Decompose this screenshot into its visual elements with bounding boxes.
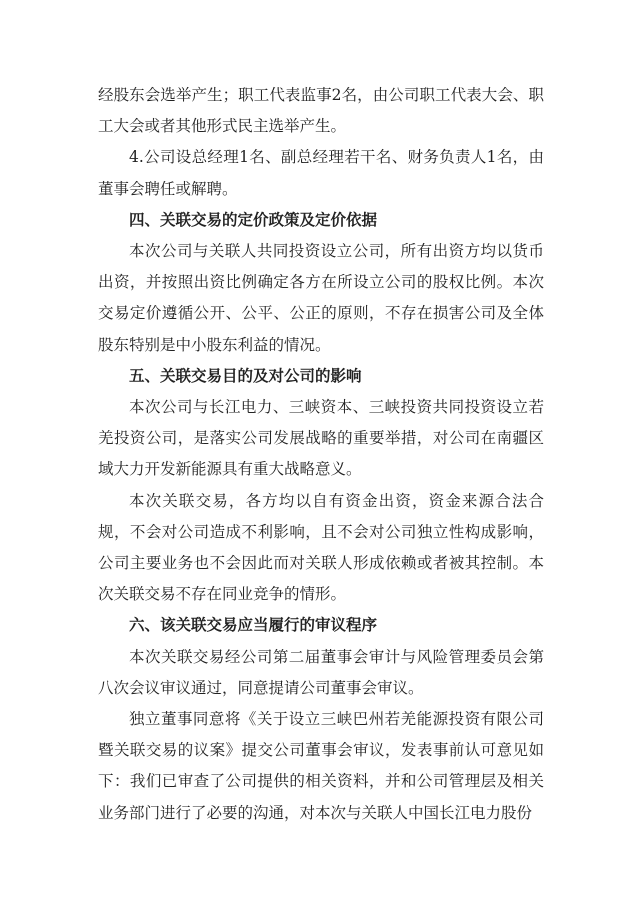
section-heading-pricing: 四、关联交易的定价政策及定价依据 [129, 210, 378, 229]
paragraph-supervisors: 经股东会选举产生；职工代表监事2名，由公司职工代表大会、职工大会或者其他形式民主选举产生。 [98, 86, 544, 136]
paragraph-management: 4.公司设总经理1名、副总经理若干名、财务负责人1名，由董事会聘任或解聘。 [98, 148, 544, 198]
section-heading-purpose: 五、关联交易目的及对公司的影响 [129, 366, 362, 385]
document-body [98, 80, 544, 829]
paragraph-pricing: 本次公司与关联人共同投资设立公司，所有出资方均以货币出资，并按照出资比例确定各方在所设立公司的股权比例。本次交易定价遵循公开、公平、公正的原则，不存在损害公司及全体股东特别是中小股东利益的情况。 [98, 242, 544, 354]
section-heading-review: 六、该关联交易应当履行的审议程序 [129, 616, 378, 635]
paragraph-purpose: 本次公司与长江电力、三峡资本、三峡投资共同投资设立若羌投资公司，是落实公司发展战略的重要举措，对公司在南疆区域大力开发新能源具有重大战略意义。 [98, 398, 544, 479]
paragraph-committee-review: 本次关联交易经公司第二届董事会审计与风险管理委员会第八次会议审议通过，同意提请公司董事会审议。 [98, 647, 544, 697]
paragraph-independent-directors: 独立董事同意将《关于设立三峡巴州若羌能源投资有限公司暨关联交易的议案》提交公司董事会审议，发表事前认可意见如下：我们已审查了公司提供的相关资料，并和公司管理层及相关业务部门进行了必要的沟通，对本次与关联人中国长江电力股份 [98, 710, 544, 822]
paragraph-impact: 本次关联交易，各方均以自有资金出资，资金来源合法合规，不会对公司造成不利影响，且不会对公司独立性构成影响，公司主要业务也不会因此而对关联人形成依赖或者被其控制。本次关联交易不存在同业竞争的情形。 [98, 491, 544, 604]
